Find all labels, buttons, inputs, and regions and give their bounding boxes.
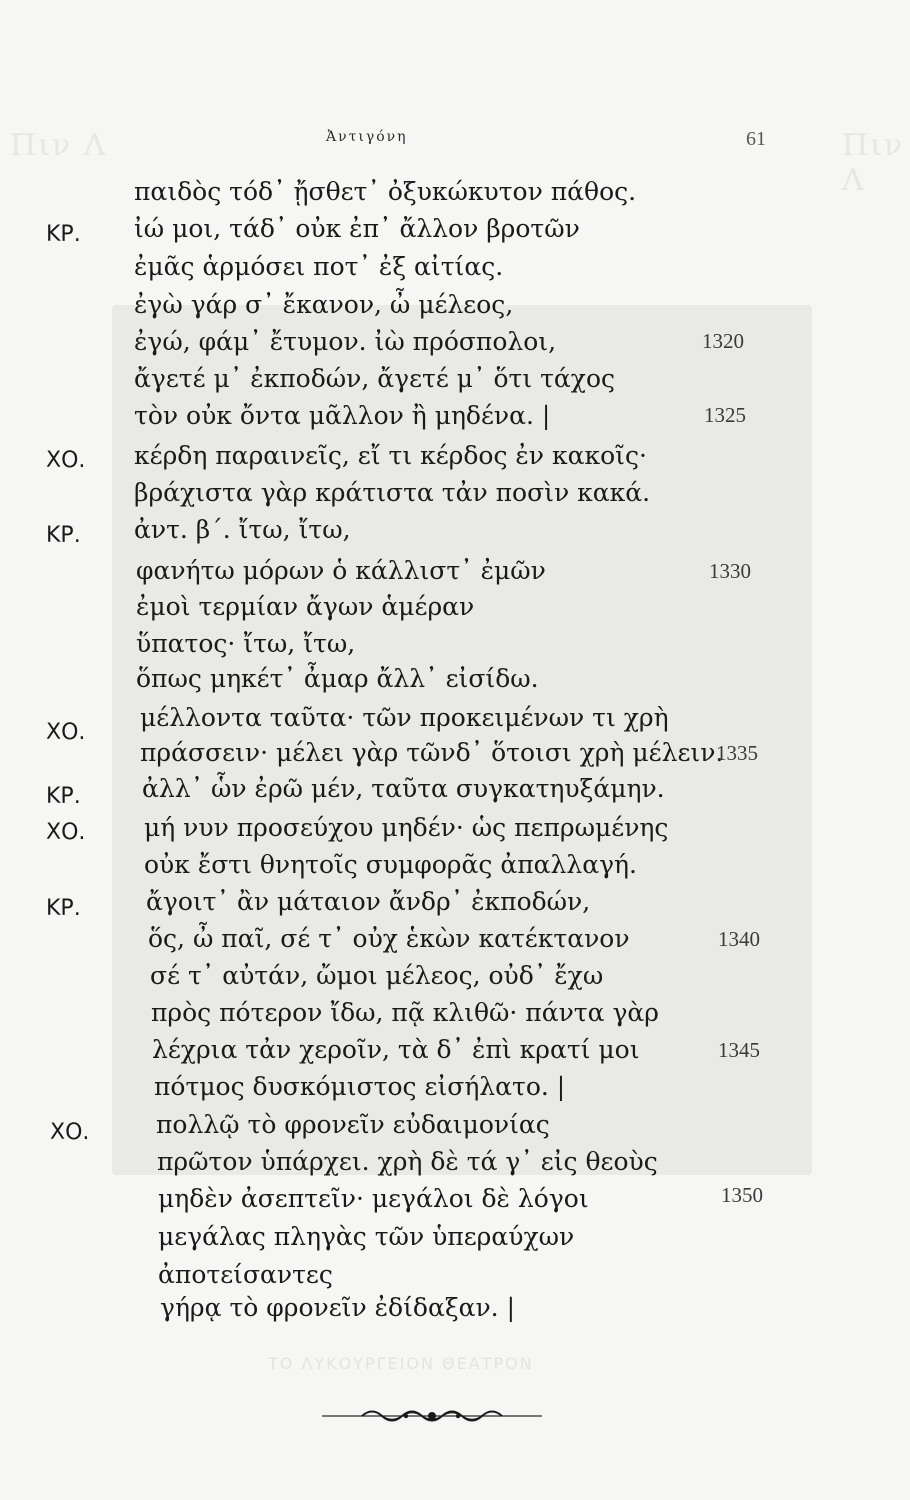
- speaker-label: ΚΡ.: [46, 523, 81, 548]
- line-number: 1350: [721, 1183, 763, 1207]
- verse-line: ἐγὼ γάρ σ᾽ ἔκανον, ὦ μέλεος,: [134, 290, 514, 319]
- bleed-through-title-right: Πιν Λ: [842, 128, 905, 198]
- speaker-label: ΧΟ.: [46, 448, 86, 473]
- verse-line: ἀποτείσαντες: [158, 1260, 333, 1289]
- speaker-label: ΧΟ.: [50, 1120, 90, 1145]
- verse-line: ἐμοὶ τερμίαν ἄγων ἁμέραν: [136, 592, 475, 621]
- speaker-label: ΚΡ.: [46, 784, 81, 809]
- verse-line: βράχιστα γὰρ κράτιστα τἀν ποσὶν κακά.: [134, 478, 651, 507]
- verse-line: λέχρια τἀν χεροῖν, τὰ δ᾽ ἐπὶ κρατί μοι: [152, 1035, 640, 1064]
- verse-line: φανήτω μόρων ὁ κάλλιστ᾽ ἐμῶν: [136, 556, 546, 585]
- verse-line: πολλῷ τὸ φρονεῖν εὐδαιμονίας: [156, 1110, 550, 1139]
- bleed-through-title-left: Πιν Λ: [10, 128, 108, 163]
- ornament-divider-icon: [322, 1401, 542, 1431]
- verse-line: πράσσειν· μέλει γὰρ τῶνδ᾽ ὅτοισι χρὴ μέλειν.: [140, 738, 724, 767]
- line-number: 1345: [718, 1038, 760, 1062]
- verse-line: παιδὸς τόδ᾽ ᾔσθετ᾽ ὀξυκώκυτον πάθος.: [134, 177, 637, 206]
- speaker-label: ΧΟ.: [46, 820, 86, 845]
- verse-line: μηδὲν ἀσεπτεῖν· μεγάλοι δὲ λόγοι: [158, 1184, 589, 1213]
- running-title: Ἀντιγόνη: [326, 129, 408, 145]
- line-number: 1320: [702, 329, 744, 353]
- verse-line: ὅς, ὦ παῖ, σέ τ᾽ οὐχ ἑκὼν κατέκτανον: [148, 924, 630, 953]
- verse-line: κέρδη παραινεῖς, εἴ τι κέρδος ἐν κακοῖς·: [134, 441, 647, 470]
- verse-line: ἄγοιτ᾽ ἂν μάταιον ἄνδρ᾽ ἐκποδών,: [146, 887, 591, 916]
- verse-line: τὸν οὐκ ὄντα μᾶλλον ἢ μηδένα. |: [134, 401, 551, 430]
- line-number: 1340: [718, 927, 760, 951]
- verse-line: ὕπατος· ἴτω, ἴτω,: [136, 629, 356, 658]
- page-number: 61: [746, 128, 766, 150]
- verse-line: ὅπως μηκέτ᾽ ἆμαρ ἄλλ᾽ εἰσίδω.: [136, 664, 539, 693]
- verse-line: μή νυν προσεύχου μηδέν· ὡς πεπρωμένης: [144, 813, 669, 842]
- speaker-label: ΧΟ.: [46, 720, 86, 745]
- verse-line: πρῶτον ὑπάρχει. χρὴ δὲ τά γ᾽ εἰς θεοὺς: [157, 1147, 658, 1176]
- speaker-label: ΚΡ.: [46, 222, 81, 247]
- verse-line: ἐγώ, φάμ᾽ ἔτυμον. ἰὼ πρόσπολοι,: [134, 327, 557, 356]
- verse-line: πρὸς πότερον ἴδω, πᾷ κλιθῶ· πάντα γὰρ: [151, 998, 659, 1027]
- verse-line: μέλλοντα ταῦτα· τῶν προκειμένων τι χρὴ: [140, 703, 669, 732]
- speaker-label: ΚΡ.: [46, 896, 81, 921]
- verse-line: σέ τ᾽ αὐτάν, ὤμοι μέλεος, οὐδ᾽ ἔχω: [150, 961, 604, 990]
- verse-line: ἀντ. β΄. ἴτω, ἴτω,: [134, 515, 351, 544]
- verse-line: ἄγετέ μ᾽ ἐκποδών, ἄγετέ μ᾽ ὅτι τάχος: [134, 364, 615, 393]
- line-number: 1330: [709, 559, 751, 583]
- verse-line: μεγάλας πληγὰς τῶν ὑπεραύχων: [158, 1222, 575, 1251]
- verse-line: οὐκ ἔστι θνητοῖς συμφορᾶς ἀπαλλαγή.: [144, 850, 637, 879]
- verse-line: ἀλλ᾽ ὧν ἐρῶ μέν, ταῦτα συγκατηυξάμην.: [142, 774, 665, 803]
- line-number: 1335: [716, 741, 758, 765]
- verse-line: πότμος δυσκόμιστος εἰσήλατο. |: [154, 1072, 566, 1101]
- bleed-through-footer: ΤΟ ΛΥΚΟΥΡΓΕΙΟΝ ΘΕΑΤΡΟΝ: [268, 1354, 534, 1373]
- verse-line: γήρᾳ τὸ φρονεῖν ἐδίδαξαν. |: [160, 1293, 515, 1322]
- verse-line: ἐμᾶς ἁρμόσει ποτ᾽ ἐξ αἰτίας.: [134, 252, 504, 281]
- line-number: 1325: [704, 403, 746, 427]
- verse-line: ἰώ μοι, τάδ᾽ οὐκ ἐπ᾽ ἄλλον βροτῶν: [134, 214, 580, 243]
